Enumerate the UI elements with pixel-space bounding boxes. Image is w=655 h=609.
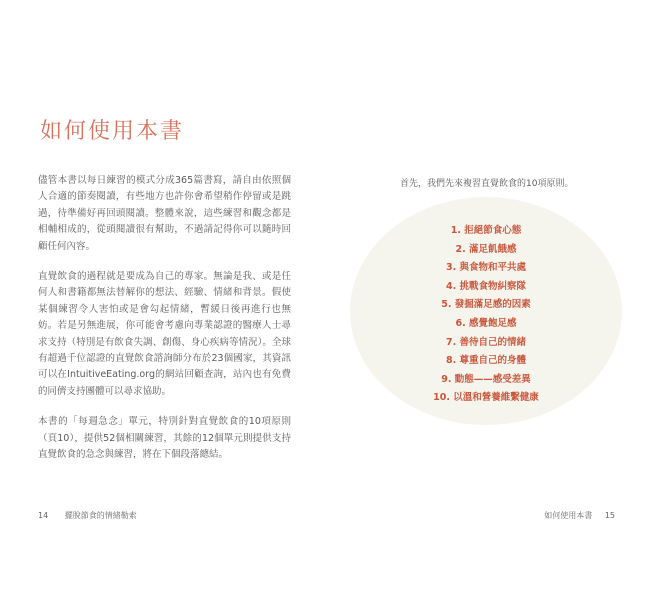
book-title-running-head: 擺脫節食的情緒勒索 — [64, 511, 137, 520]
principle-item: 1. 拒絕節食心態 — [450, 225, 522, 236]
principle-item: 8. 尊重自己的身體 — [445, 355, 527, 367]
principle-item: 6. 感覺飽足感 — [455, 317, 517, 329]
left-page-footer — [38, 510, 137, 521]
principle-item: 4. 挑戰食物糾察隊 — [445, 280, 527, 292]
principle-item: 3. 與食物和平共處 — [445, 262, 527, 274]
paragraph-expert: 直覺飲食的過程就是要成為自己的專家。無論是我、或是任何人和書籍都無法替解你的想法、經驗、情緒和背景。假使某個練習令人害怕或是會勾起情緒，暫緩日後再進行也無妨。若是另無進展，你可能會考慮向專業認證的醫療人士尋求支持（特別是有飲食失調、創傷、身心疾病等情況）。全球有超過千位認證的直覺飲食諮詢師分布於23個國家，其資訊可以在IntuitiveEating.org的網站回顧查詢，站內也有免費的同儕支持團體可以尋求協助。 — [38, 271, 291, 397]
left-page-body — [38, 173, 291, 478]
paragraph-intro: 儘管本書以每日練習的模式分成365篇書寫，請自由依照個人合適的節奏閱讀，有些地方也許你會希望稍作停留或是跳過，待準備好再回頭閱讀。整體來說，這些練習和觀念都是相輔相成的，從頭閱讀很有幫助，不過請記得你可以隨時回顧任何內容。 — [38, 175, 291, 252]
principle-item: 10. 以溫和營養維繫健康 — [433, 392, 539, 404]
right-page-number: 15 — [604, 511, 615, 520]
right-page-footer — [544, 510, 615, 521]
principle-item: 5. 發掘滿足感的因素 — [441, 299, 531, 311]
chapter-running-head: 如何使用本書 — [544, 511, 593, 520]
paragraph-weekly: 本書的「每週急念」單元，特別針對直覺飲食的10項原則（頁10），提供52個相關練習，其餘的12個單元則提供支持直覺飲食的急念與練習，將在下個段落總結。 — [38, 416, 291, 461]
principles-intro: 首先，我們先來複習直覺飲食的10項原則。 — [400, 179, 574, 189]
page-title: 如何使用本書 — [40, 119, 185, 144]
left-page-number: 14 — [38, 511, 49, 520]
principles-list — [380, 222, 592, 408]
principle-item: 7. 善待自己的情緒 — [445, 336, 527, 348]
principle-item: 9. 動態——感受差異 — [441, 373, 531, 385]
principle-item: 2. 滿足飢餓感 — [455, 243, 517, 255]
